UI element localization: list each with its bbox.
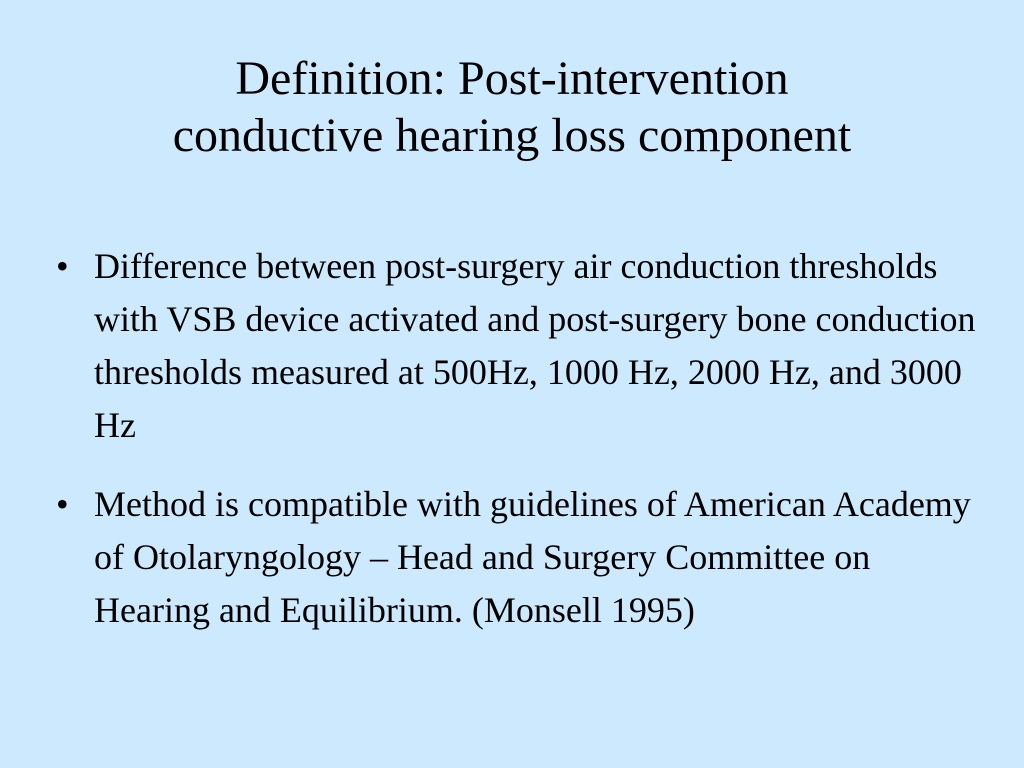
slide-title-line-1: Definition: Post-intervention [235, 52, 789, 105]
slide-title [60, 50, 964, 164]
slide-title-line-2: conductive hearing loss component [172, 109, 852, 162]
bullet-marker-1: • [56, 246, 69, 286]
bullet-list [52, 240, 992, 663]
bullet-text-2: Method is compatible with guidelines of American Academy of Otolaryngology – Head and Surgery Committee on Hearing and Equilibrium. (Monsell 1995) [94, 484, 971, 630]
bullet-marker-2: • [56, 484, 69, 524]
bullet-item-1 [52, 240, 992, 452]
bullet-item-2 [52, 478, 992, 637]
bullet-text-1: Difference between post-surgery air conduction thresholds with VSB device activated and post-surgery bone conduction thresholds measured at 500Hz, 1000 Hz, 2000 Hz, and 3000 Hz [94, 246, 976, 445]
